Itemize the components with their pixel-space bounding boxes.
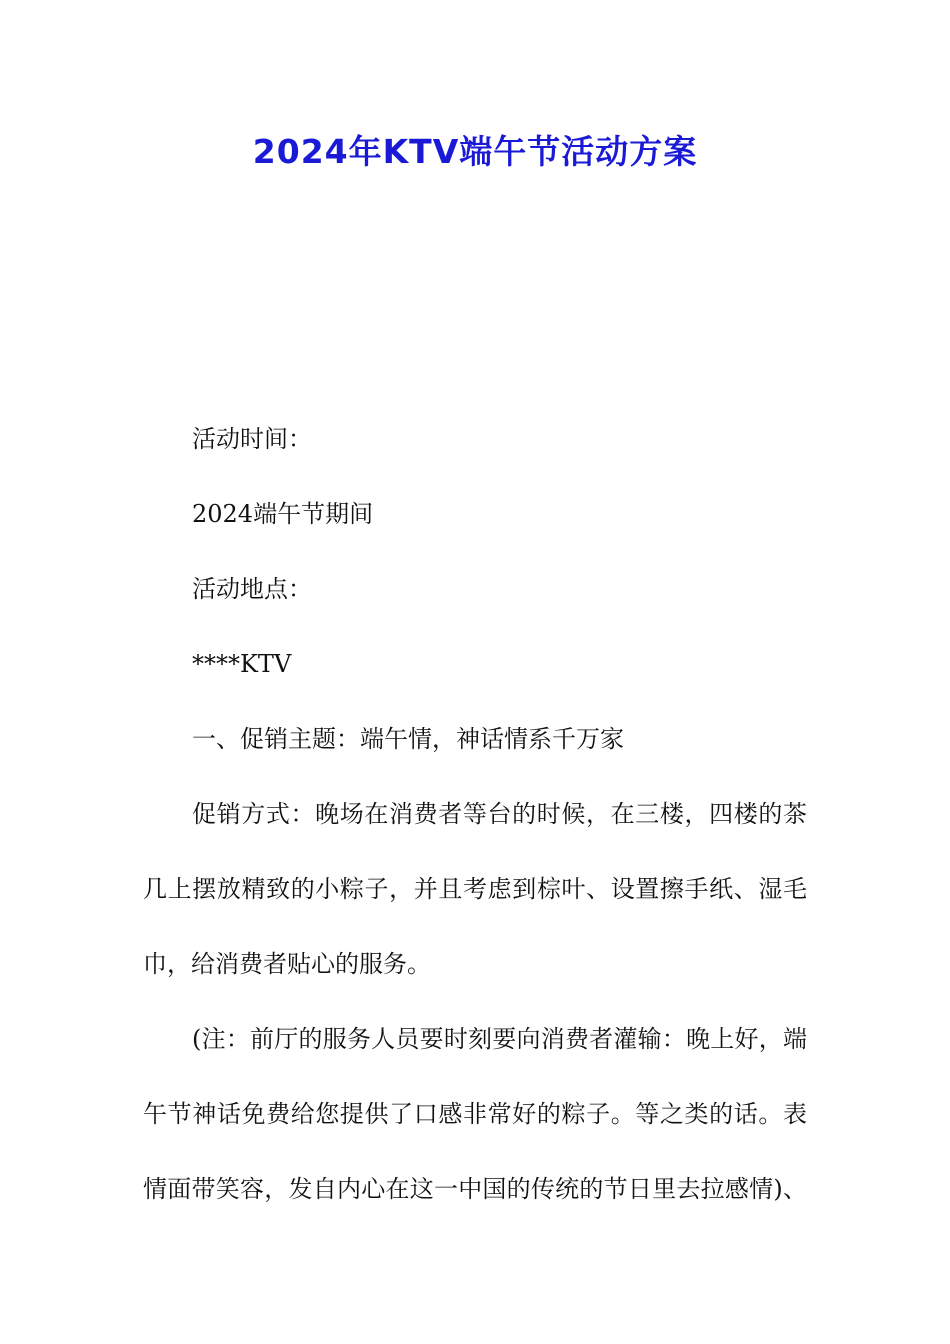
paragraph-line: 巾，给消费者贴心的服务。 [143,950,431,978]
document-title: 2024年KTV端午节活动方案 [252,132,698,171]
paragraph-line: (注：前厅的服务人员要时刻要向消费者灌输：晚上好，端 [192,1025,807,1053]
activity-time-label: 活动时间： [192,425,312,453]
activity-time-value: 2024端午节期间 [192,500,374,528]
activity-location-value: ****KTV [192,650,292,678]
paragraph-line: 午节神话免费给您提供了口感非常好的粽子。等之类的话。表 [143,1100,807,1128]
paragraph-line: 促销方式：晚场在消费者等台的时候，在三楼，四楼的茶 [192,800,807,828]
paragraph-line: 情面带笑容，发自内心在这一中国的传统的节日里去拉感情)、 [143,1175,807,1203]
activity-location-label: 活动地点： [192,575,312,603]
promotion-method-paragraph [143,789,807,989]
paragraph-line: 几上摆放精致的小粽子，并且考虑到棕叶、设置擦手纸、湿毛 [143,875,807,903]
promotion-theme: 一、促销主题：端午情，神话情系千万家 [192,725,624,753]
note-paragraph [143,1014,807,1214]
document-body [143,414,807,1239]
